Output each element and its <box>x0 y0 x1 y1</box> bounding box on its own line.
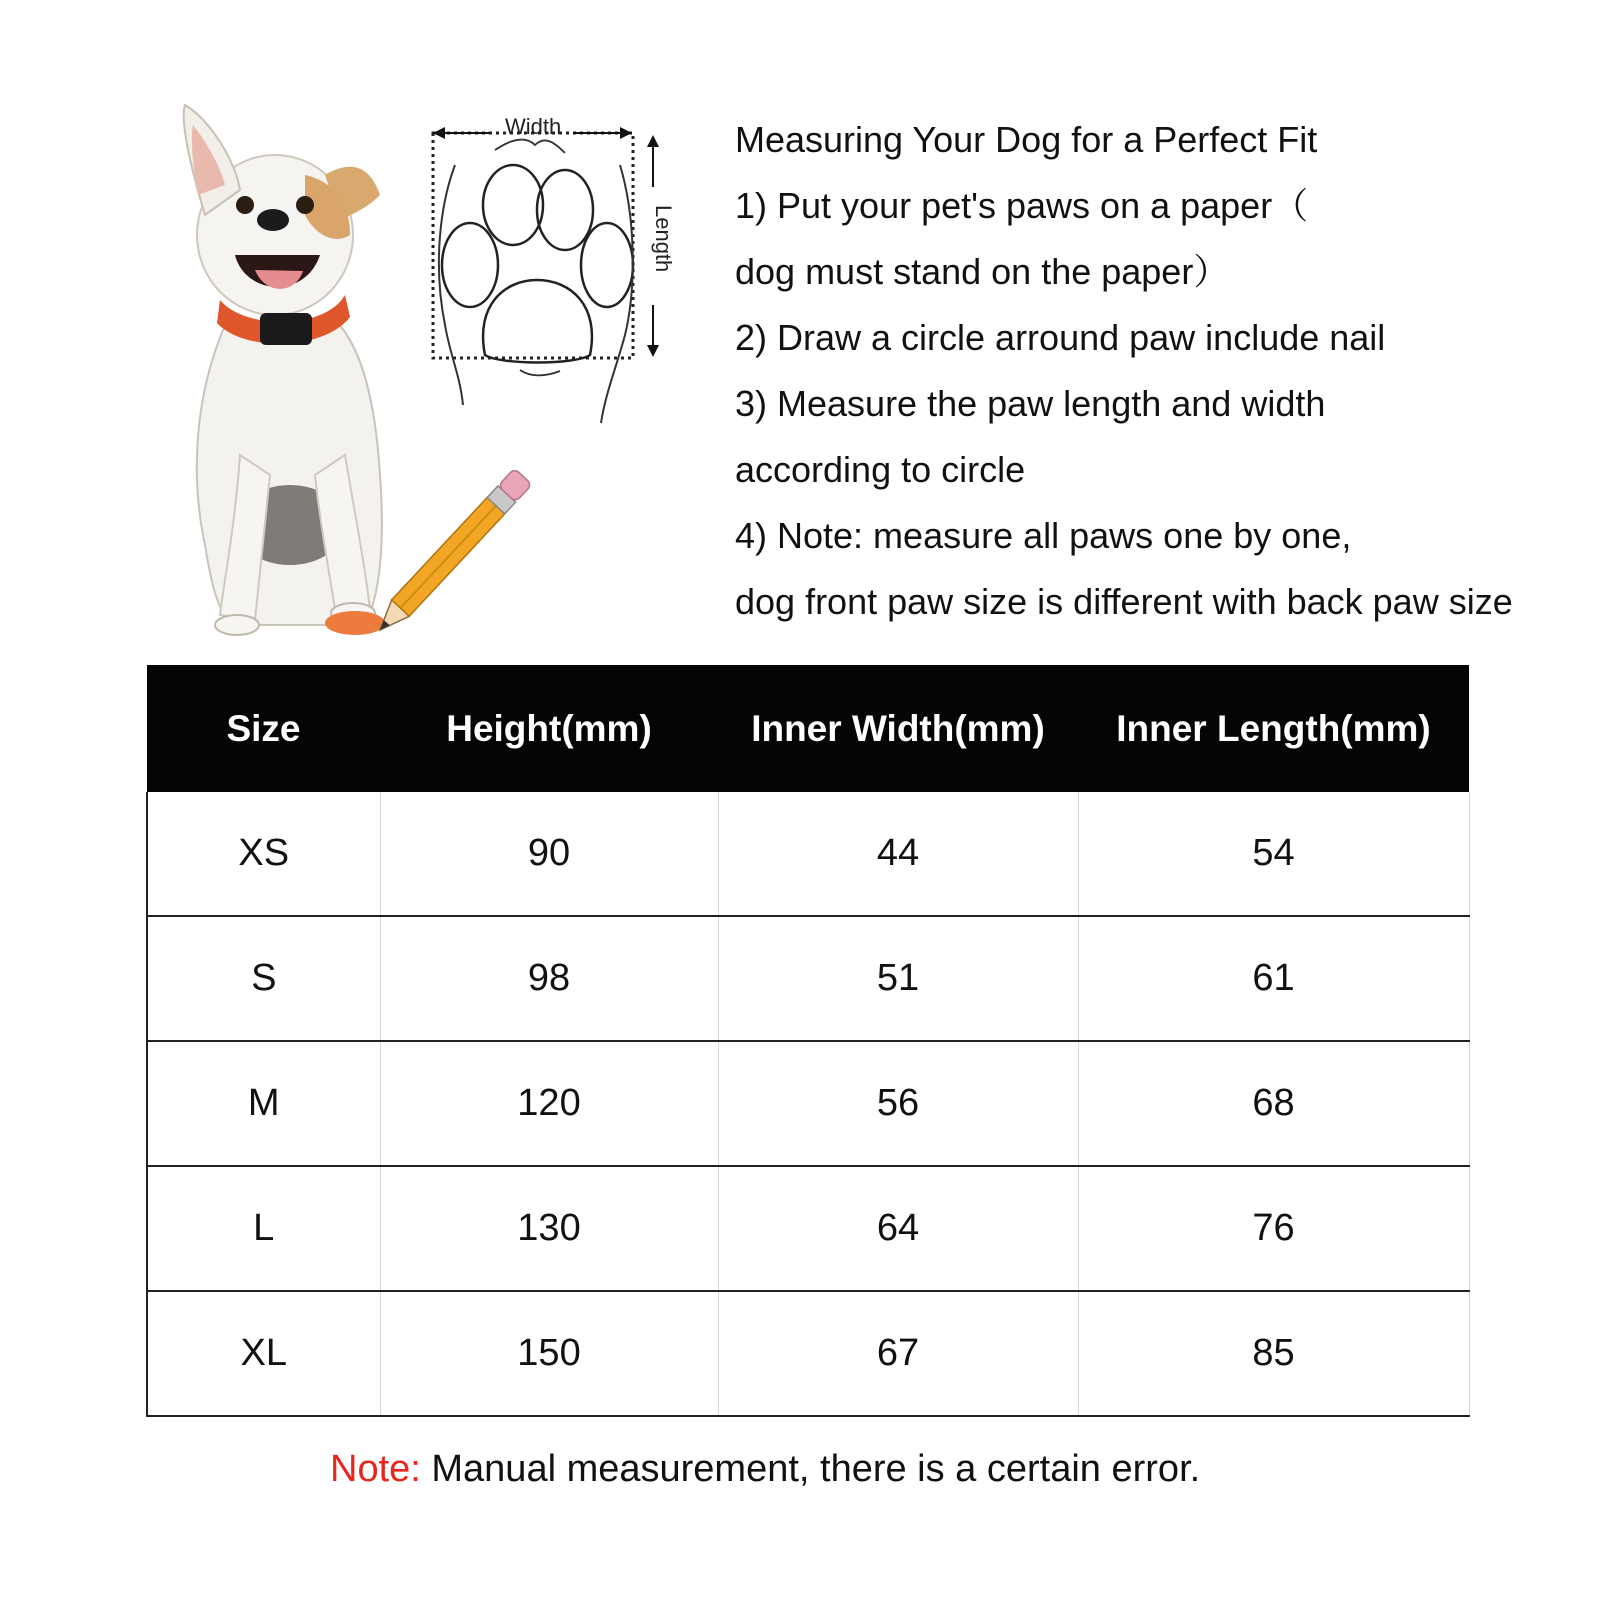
inner-width-cell: 56 <box>718 1041 1078 1166</box>
inner-length-cell: 85 <box>1078 1291 1469 1416</box>
note-text: Manual measurement, there is a certain error. <box>420 1448 1201 1490</box>
inner-width-cell: 51 <box>718 916 1078 1041</box>
size-cell: XS <box>147 792 380 916</box>
instructions-title: Measuring Your Dog for a Perfect Fit <box>735 119 1318 160</box>
paw-length-label: Length <box>651 205 676 273</box>
size-chart-table <box>146 665 1470 1417</box>
height-cell: 98 <box>380 916 718 1041</box>
size-cell: L <box>147 1166 380 1291</box>
inner-width-cell: 67 <box>718 1291 1078 1416</box>
inner-length-cell: 54 <box>1078 792 1469 916</box>
measuring-instructions <box>735 115 1595 643</box>
table-row <box>147 916 1469 1041</box>
inner-length-cell: 76 <box>1078 1166 1469 1291</box>
height-cell: 90 <box>380 792 718 916</box>
height-cell: 120 <box>380 1041 718 1166</box>
header-inner-width: Inner Width(mm) <box>718 665 1078 792</box>
size-cell: XL <box>147 1291 380 1416</box>
inner-length-cell: 68 <box>1078 1041 1469 1166</box>
table-row <box>147 792 1469 916</box>
instruction-line: 1) Put your pet's paws on a paper（ <box>735 185 1309 226</box>
height-cell: 130 <box>380 1166 718 1291</box>
size-cell: M <box>147 1041 380 1166</box>
header-height: Height(mm) <box>380 665 718 792</box>
instruction-line: 4) Note: measure all paws one by one, <box>735 515 1352 556</box>
instruction-line: 3) Measure the paw length and width <box>735 383 1326 424</box>
size-cell: S <box>147 916 380 1041</box>
instruction-line: dog front paw size is different with back paw size <box>735 581 1513 622</box>
table-row <box>147 1166 1469 1291</box>
inner-width-cell: 44 <box>718 792 1078 916</box>
table-header-row <box>147 665 1469 792</box>
header-inner-length: Inner Length(mm) <box>1078 665 1469 792</box>
inner-width-cell: 64 <box>718 1166 1078 1291</box>
paw-width-label: Width <box>505 114 562 139</box>
table-row <box>147 1291 1469 1416</box>
instruction-line: dog must stand on the paper） <box>735 251 1230 292</box>
pencil-illustration <box>370 440 550 640</box>
note-label: Note: <box>330 1448 421 1490</box>
instruction-line: according to circle <box>735 449 1026 490</box>
inner-length-cell: 61 <box>1078 916 1469 1041</box>
height-cell: 150 <box>380 1291 718 1416</box>
header-size: Size <box>147 665 380 792</box>
instruction-line: 2) Draw a circle arround paw include nail <box>735 317 1386 358</box>
measurement-note <box>330 1448 1200 1491</box>
table-row <box>147 1041 1469 1166</box>
